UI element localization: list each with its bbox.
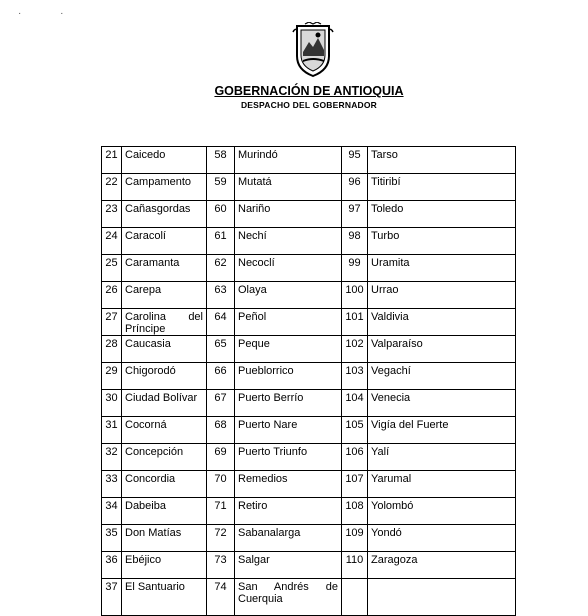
municipality-number [342,579,368,616]
municipality-number: 23 [102,201,122,228]
municipality-number: 61 [207,228,235,255]
municipality-number: 68 [207,417,235,444]
municipality-name [368,579,516,616]
municipality-name: Pueblorrico [235,363,342,390]
municipality-number: 104 [342,390,368,417]
municipality-name: Cocorná [122,417,207,444]
municipality-number: 63 [207,282,235,309]
municipality-number: 108 [342,498,368,525]
municipality-name: Puerto Triunfo [235,444,342,471]
municipality-name: Retiro [235,498,342,525]
municipality-name: Necoclí [235,255,342,282]
municipality-number: 67 [207,390,235,417]
municipality-number: 100 [342,282,368,309]
municipality-number: 35 [102,525,122,552]
municipality-name: Yolombó [368,498,516,525]
municipality-number: 70 [207,471,235,498]
municipality-number: 96 [342,174,368,201]
table-row [102,201,516,228]
table-row [102,309,516,336]
municipality-number: 102 [342,336,368,363]
table-row [102,552,516,579]
municipality-name: Tarso [368,147,516,174]
municipality-name: Caramanta [122,255,207,282]
municipality-name: Valdivia [368,309,516,336]
municipality-name: Cañasgordas [122,201,207,228]
municipality-name: Venecia [368,390,516,417]
municipality-number: 58 [207,147,235,174]
municipality-name: Sabanalarga [235,525,342,552]
municipality-name: Carolina del Príncipe [122,309,207,336]
table-row [102,228,516,255]
municipality-number: 27 [102,309,122,336]
municipality-number: 26 [102,282,122,309]
municipality-name: San Andrés de Cuerquia [235,579,342,616]
municipality-number: 65 [207,336,235,363]
municipality-name: Chigorodó [122,363,207,390]
municipality-number: 109 [342,525,368,552]
table-row [102,471,516,498]
table-row [102,498,516,525]
municipality-number: 72 [207,525,235,552]
municipality-name: Concordia [122,471,207,498]
municipality-number: 101 [342,309,368,336]
municipality-name: Urrao [368,282,516,309]
municipality-name: Uramita [368,255,516,282]
organization-title: GOBERNACIÓN DE ANTIOQUIA [214,84,404,98]
municipality-name: Titiribí [368,174,516,201]
municipality-name: Puerto Berrío [235,390,342,417]
municipality-name: Nariño [235,201,342,228]
municipality-number: 29 [102,363,122,390]
scan-specks: · · [18,8,82,19]
municipality-number: 31 [102,417,122,444]
municipality-name: Murindó [235,147,342,174]
table-row [102,147,516,174]
municipality-name: Turbo [368,228,516,255]
table-row [102,579,516,616]
municipality-number: 25 [102,255,122,282]
municipality-name: Caucasia [122,336,207,363]
municipality-name: Mutatá [235,174,342,201]
municipality-name: Don Matías [122,525,207,552]
municipalities-table [101,146,516,616]
municipality-name: Yalí [368,444,516,471]
municipality-number: 24 [102,228,122,255]
table-row [102,444,516,471]
municipality-number: 60 [207,201,235,228]
municipality-name: Dabeiba [122,498,207,525]
municipality-number: 110 [342,552,368,579]
municipality-number: 64 [207,309,235,336]
municipality-name: Puerto Nare [235,417,342,444]
municipality-name: Nechí [235,228,342,255]
municipality-number: 66 [207,363,235,390]
municipality-number: 30 [102,390,122,417]
municipality-name: Caracolí [122,228,207,255]
municipality-number: 69 [207,444,235,471]
municipality-number: 99 [342,255,368,282]
municipality-name: Peñol [235,309,342,336]
municipality-number: 33 [102,471,122,498]
municipality-number: 36 [102,552,122,579]
municipality-name: Ebéjico [122,552,207,579]
municipality-number: 37 [102,579,122,616]
municipality-name: Vegachí [368,363,516,390]
table-row [102,363,516,390]
table-row [102,282,516,309]
municipalities-table-body [102,147,516,616]
municipality-number: 28 [102,336,122,363]
municipality-name: Zaragoza [368,552,516,579]
municipality-number: 107 [342,471,368,498]
municipality-number: 71 [207,498,235,525]
municipality-number: 106 [342,444,368,471]
municipality-number: 103 [342,363,368,390]
table-row [102,174,516,201]
municipality-number: 21 [102,147,122,174]
municipality-name: Valparaíso [368,336,516,363]
municipality-number: 73 [207,552,235,579]
municipality-number: 34 [102,498,122,525]
table-row [102,336,516,363]
municipality-number: 22 [102,174,122,201]
municipality-name: Caicedo [122,147,207,174]
municipality-name: Yondó [368,525,516,552]
organization-subtitle: DESPACHO DEL GOBERNADOR [240,100,378,110]
municipality-number: 97 [342,201,368,228]
municipality-number: 62 [207,255,235,282]
table-row [102,255,516,282]
antioquia-coat-of-arms-icon [291,22,335,78]
municipality-name: Toledo [368,201,516,228]
municipality-number: 32 [102,444,122,471]
table-row [102,417,516,444]
table-row [102,525,516,552]
municipality-name: Carepa [122,282,207,309]
municipality-number: 105 [342,417,368,444]
municipality-number: 59 [207,174,235,201]
municipality-number: 98 [342,228,368,255]
table-row [102,390,516,417]
municipality-name: Yarumal [368,471,516,498]
municipality-number: 74 [207,579,235,616]
municipality-name: Olaya [235,282,342,309]
municipality-name: El Santuario [122,579,207,616]
municipality-name: Ciudad Bolívar [122,390,207,417]
municipality-name: Vigía del Fuerte [368,417,516,444]
municipality-name: Campamento [122,174,207,201]
municipality-name: Peque [235,336,342,363]
municipality-name: Salgar [235,552,342,579]
municipality-number: 95 [342,147,368,174]
municipality-name: Concepción [122,444,207,471]
municipality-name: Remedios [235,471,342,498]
